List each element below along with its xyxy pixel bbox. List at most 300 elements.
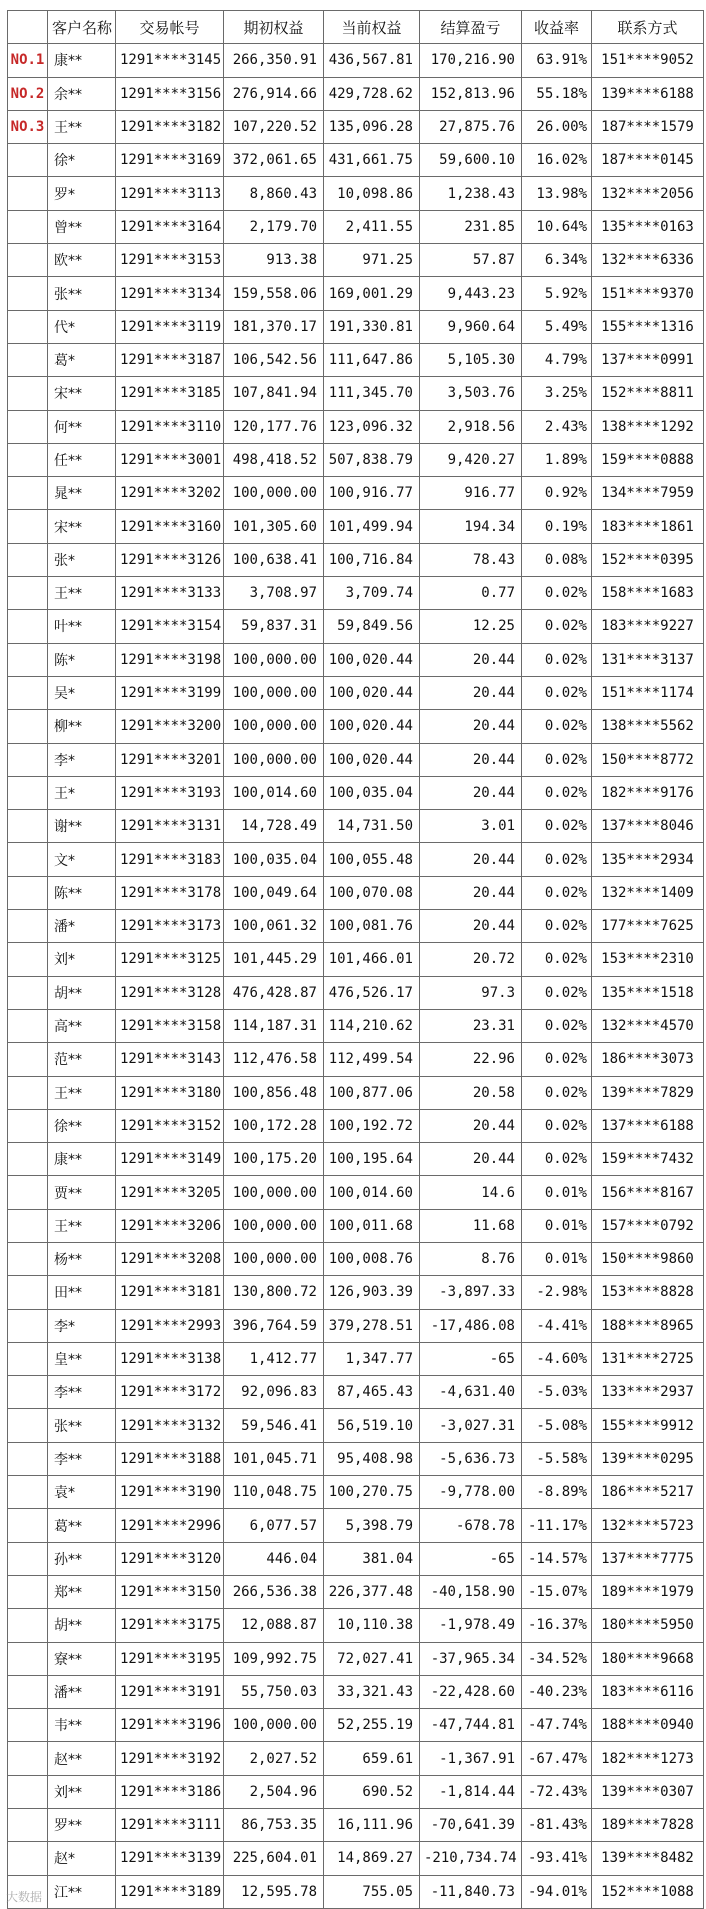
current-equity-cell: 1,347.77: [324, 1342, 420, 1375]
opening-equity-cell: 266,536.38: [224, 1575, 324, 1608]
customer-name-cell: 王**: [48, 577, 116, 610]
settlement-pnl-cell: 170,216.90: [420, 44, 522, 77]
opening-equity-cell: 12,088.87: [224, 1609, 324, 1642]
table-row: [8, 976, 704, 1009]
opening-equity-cell: 100,856.48: [224, 1076, 324, 1109]
performance-table: [7, 10, 704, 1909]
rank-cell: [8, 643, 48, 676]
table-row: [8, 1875, 704, 1908]
account-cell: 1291****3110: [116, 410, 224, 443]
table-row: [8, 1542, 704, 1575]
opening-equity-cell: 106,542.56: [224, 343, 324, 376]
account-cell: 1291****3182: [116, 110, 224, 143]
contact-cell: 155****9912: [592, 1409, 704, 1442]
customer-name-cell: 贾**: [48, 1176, 116, 1209]
return-rate-cell: -4.41%: [522, 1309, 592, 1342]
account-cell: 1291****3186: [116, 1775, 224, 1808]
rank-cell: [8, 1043, 48, 1076]
settlement-pnl-cell: -70,641.39: [420, 1809, 522, 1842]
table-row: [8, 1609, 704, 1642]
return-rate-cell: 0.02%: [522, 577, 592, 610]
settlement-pnl-cell: -4,631.40: [420, 1376, 522, 1409]
current-equity-cell: 14,731.50: [324, 810, 420, 843]
table-row: [8, 1009, 704, 1042]
customer-name-cell: 余**: [48, 77, 116, 110]
table-row: [8, 1442, 704, 1475]
opening-equity-cell: 100,035.04: [224, 843, 324, 876]
table-row: [8, 810, 704, 843]
customer-name-cell: 刘*: [48, 943, 116, 976]
account-cell: 1291****3200: [116, 710, 224, 743]
table-row: [8, 443, 704, 476]
current-equity-cell: 100,035.04: [324, 776, 420, 809]
account-cell: 1291****3126: [116, 543, 224, 576]
contact-cell: 138****1292: [592, 410, 704, 443]
current-equity-cell: 100,716.84: [324, 543, 420, 576]
rank-cell: [8, 1809, 48, 1842]
account-cell: 1291****3201: [116, 743, 224, 776]
contact-cell: 132****4570: [592, 1009, 704, 1042]
opening-equity-cell: 86,753.35: [224, 1809, 324, 1842]
settlement-pnl-cell: 11.68: [420, 1209, 522, 1242]
contact-cell: 152****8811: [592, 377, 704, 410]
opening-equity-cell: 110,048.75: [224, 1476, 324, 1509]
current-equity-cell: 111,345.70: [324, 377, 420, 410]
table-row: [8, 1775, 704, 1808]
settlement-pnl-cell: -9,778.00: [420, 1476, 522, 1509]
current-equity-cell: 971.25: [324, 244, 420, 277]
table-row: [8, 1143, 704, 1176]
opening-equity-cell: 396,764.59: [224, 1309, 324, 1342]
settlement-pnl-cell: 20.44: [420, 743, 522, 776]
settlement-pnl-cell: 20.72: [420, 943, 522, 976]
settlement-pnl-cell: -65: [420, 1342, 522, 1375]
rank-cell: [8, 1842, 48, 1875]
opening-equity-cell: 2,027.52: [224, 1742, 324, 1775]
account-cell: 1291****3206: [116, 1209, 224, 1242]
account-cell: 1291****3169: [116, 144, 224, 177]
table-row: [8, 1409, 704, 1442]
opening-equity-cell: 12,595.78: [224, 1875, 324, 1908]
opening-equity-cell: 107,841.94: [224, 377, 324, 410]
rank-cell: [8, 577, 48, 610]
opening-equity-cell: 101,045.71: [224, 1442, 324, 1475]
customer-name-cell: 孙**: [48, 1542, 116, 1575]
current-equity-cell: 100,055.48: [324, 843, 420, 876]
account-cell: 1291****3138: [116, 1342, 224, 1375]
opening-equity-cell: 8,860.43: [224, 177, 324, 210]
rank-cell: [8, 1109, 48, 1142]
contact-cell: 182****9176: [592, 776, 704, 809]
table-row: [8, 477, 704, 510]
table-row: [8, 643, 704, 676]
return-rate-cell: -81.43%: [522, 1809, 592, 1842]
settlement-pnl-cell: 0.77: [420, 577, 522, 610]
current-equity-cell: 135,096.28: [324, 110, 420, 143]
current-equity-cell: 100,192.72: [324, 1109, 420, 1142]
account-cell: 1291****3175: [116, 1609, 224, 1642]
account-cell: 1291****3111: [116, 1809, 224, 1842]
current-equity-cell: 191,330.81: [324, 310, 420, 343]
current-equity-cell: 100,011.68: [324, 1209, 420, 1242]
settlement-pnl-cell: 3,503.76: [420, 377, 522, 410]
return-rate-cell: -5.08%: [522, 1409, 592, 1442]
settlement-pnl-cell: -47,744.81: [420, 1709, 522, 1742]
return-rate-cell: 5.49%: [522, 310, 592, 343]
contact-cell: 131****2725: [592, 1342, 704, 1375]
table-row: [8, 1209, 704, 1242]
settlement-pnl-cell: 20.44: [420, 776, 522, 809]
customer-name-cell: 任**: [48, 443, 116, 476]
contact-cell: 183****6116: [592, 1675, 704, 1708]
rank-cell: [8, 1675, 48, 1708]
customer-name-cell: 李**: [48, 1442, 116, 1475]
rank-cell: [8, 343, 48, 376]
return-rate-cell: -93.41%: [522, 1842, 592, 1875]
customer-name-cell: 康**: [48, 1143, 116, 1176]
settlement-pnl-cell: 23.31: [420, 1009, 522, 1042]
opening-equity-cell: 476,428.87: [224, 976, 324, 1009]
contact-cell: 153****2310: [592, 943, 704, 976]
return-rate-cell: 0.02%: [522, 910, 592, 943]
settlement-pnl-cell: 20.44: [420, 643, 522, 676]
customer-name-cell: 王**: [48, 1209, 116, 1242]
opening-equity-cell: 446.04: [224, 1542, 324, 1575]
table-row: [8, 410, 704, 443]
current-equity-cell: 226,377.48: [324, 1575, 420, 1608]
customer-name-cell: 徐*: [48, 144, 116, 177]
customer-name-cell: 宋**: [48, 377, 116, 410]
table-row: [8, 910, 704, 943]
settlement-pnl-cell: -1,978.49: [420, 1609, 522, 1642]
opening-equity-cell: 120,177.76: [224, 410, 324, 443]
table-row: [8, 1276, 704, 1309]
return-rate-cell: 0.02%: [522, 1109, 592, 1142]
rank-cell: [8, 1376, 48, 1409]
contact-cell: 135****2934: [592, 843, 704, 876]
opening-equity-cell: 55,750.03: [224, 1675, 324, 1708]
return-rate-cell: 0.01%: [522, 1209, 592, 1242]
current-equity-cell: 507,838.79: [324, 443, 420, 476]
contact-cell: 137****7775: [592, 1542, 704, 1575]
account-cell: 1291****3185: [116, 377, 224, 410]
current-equity-cell: 95,408.98: [324, 1442, 420, 1475]
return-rate-cell: 0.02%: [522, 676, 592, 709]
account-cell: 1291****3145: [116, 44, 224, 77]
settlement-pnl-cell: -11,840.73: [420, 1875, 522, 1908]
account-cell: 1291****2996: [116, 1509, 224, 1542]
table-row: [8, 144, 704, 177]
current-equity-cell: 123,096.32: [324, 410, 420, 443]
table-row: [8, 1809, 704, 1842]
account-cell: 1291****3198: [116, 643, 224, 676]
contact-cell: 186****5217: [592, 1476, 704, 1509]
settlement-pnl-cell: -37,965.34: [420, 1642, 522, 1675]
opening-equity-cell: 100,061.32: [224, 910, 324, 943]
opening-equity-cell: 1,412.77: [224, 1342, 324, 1375]
opening-equity-cell: 92,096.83: [224, 1376, 324, 1409]
return-rate-cell: -72.43%: [522, 1775, 592, 1808]
contact-cell: 189****1979: [592, 1575, 704, 1608]
rank-cell: [8, 810, 48, 843]
rank-cell: [8, 377, 48, 410]
opening-equity-cell: 114,187.31: [224, 1009, 324, 1042]
opening-equity-cell: 109,992.75: [224, 1642, 324, 1675]
current-equity-cell: 100,081.76: [324, 910, 420, 943]
current-equity-cell: 100,270.75: [324, 1476, 420, 1509]
contact-cell: 188****8965: [592, 1309, 704, 1342]
customer-name-cell: 何**: [48, 410, 116, 443]
customer-name-cell: 罗**: [48, 1809, 116, 1842]
account-cell: 1291****3183: [116, 843, 224, 876]
account-cell: 1291****3128: [116, 976, 224, 1009]
table-row: [8, 77, 704, 110]
header-opening-equity: 期初权益: [224, 11, 324, 44]
contact-cell: 156****8167: [592, 1176, 704, 1209]
current-equity-cell: 111,647.86: [324, 343, 420, 376]
customer-name-cell: 田**: [48, 1276, 116, 1309]
return-rate-cell: -47.74%: [522, 1709, 592, 1742]
header-return-rate: 收益率: [522, 11, 592, 44]
current-equity-cell: 33,321.43: [324, 1675, 420, 1708]
settlement-pnl-cell: 20.44: [420, 910, 522, 943]
opening-equity-cell: 59,546.41: [224, 1409, 324, 1442]
account-cell: 1291****3119: [116, 310, 224, 343]
opening-equity-cell: 100,049.64: [224, 876, 324, 909]
settlement-pnl-cell: 20.44: [420, 876, 522, 909]
settlement-pnl-cell: 8.76: [420, 1242, 522, 1275]
return-rate-cell: 0.02%: [522, 743, 592, 776]
opening-equity-cell: 372,061.65: [224, 144, 324, 177]
customer-name-cell: 潘**: [48, 1675, 116, 1708]
customer-name-cell: 赵*: [48, 1842, 116, 1875]
return-rate-cell: -5.03%: [522, 1376, 592, 1409]
opening-equity-cell: 100,638.41: [224, 543, 324, 576]
customer-name-cell: 郑**: [48, 1575, 116, 1608]
contact-cell: 152****0395: [592, 543, 704, 576]
current-equity-cell: 755.05: [324, 1875, 420, 1908]
settlement-pnl-cell: 20.44: [420, 1143, 522, 1176]
contact-cell: 151****1174: [592, 676, 704, 709]
contact-cell: 182****1273: [592, 1742, 704, 1775]
rank-cell: [8, 443, 48, 476]
return-rate-cell: 0.02%: [522, 776, 592, 809]
settlement-pnl-cell: 20.58: [420, 1076, 522, 1109]
customer-name-cell: 王**: [48, 110, 116, 143]
rank-cell: [8, 1609, 48, 1642]
account-cell: 1291****3192: [116, 1742, 224, 1775]
contact-cell: 180****9668: [592, 1642, 704, 1675]
account-cell: 1291****2993: [116, 1309, 224, 1342]
contact-cell: 180****5950: [592, 1609, 704, 1642]
opening-equity-cell: 101,305.60: [224, 510, 324, 543]
return-rate-cell: 0.01%: [522, 1242, 592, 1275]
contact-cell: 150****9860: [592, 1242, 704, 1275]
table-row: [8, 1043, 704, 1076]
settlement-pnl-cell: -40,158.90: [420, 1575, 522, 1608]
table-row: [8, 743, 704, 776]
settlement-pnl-cell: 3.01: [420, 810, 522, 843]
customer-name-cell: 寮**: [48, 1642, 116, 1675]
return-rate-cell: -8.89%: [522, 1476, 592, 1509]
customer-name-cell: 陈*: [48, 643, 116, 676]
rank-cell: [8, 1143, 48, 1176]
current-equity-cell: 101,466.01: [324, 943, 420, 976]
settlement-pnl-cell: 20.44: [420, 1109, 522, 1142]
opening-equity-cell: 100,000.00: [224, 676, 324, 709]
return-rate-cell: -16.37%: [522, 1609, 592, 1642]
opening-equity-cell: 913.38: [224, 244, 324, 277]
account-cell: 1291****3199: [116, 676, 224, 709]
customer-name-cell: 李**: [48, 1376, 116, 1409]
customer-name-cell: 晁**: [48, 477, 116, 510]
rank-cell: [8, 843, 48, 876]
header-contact: 联系方式: [592, 11, 704, 44]
settlement-pnl-cell: 9,443.23: [420, 277, 522, 310]
table-row: [8, 1376, 704, 1409]
return-rate-cell: 0.02%: [522, 710, 592, 743]
settlement-pnl-cell: 231.85: [420, 210, 522, 243]
customer-name-cell: 江**: [48, 1875, 116, 1908]
account-cell: 1291****3191: [116, 1675, 224, 1708]
table-row: [8, 1742, 704, 1775]
customer-name-cell: 胡**: [48, 1609, 116, 1642]
contact-cell: 139****7829: [592, 1076, 704, 1109]
customer-name-cell: 欧**: [48, 244, 116, 277]
settlement-pnl-cell: 20.44: [420, 710, 522, 743]
current-equity-cell: 100,877.06: [324, 1076, 420, 1109]
header-row: [8, 11, 704, 44]
opening-equity-cell: 2,504.96: [224, 1775, 324, 1808]
table-row: [8, 343, 704, 376]
return-rate-cell: 3.25%: [522, 377, 592, 410]
rank-cell: [8, 710, 48, 743]
rank-cell: [8, 910, 48, 943]
return-rate-cell: 0.02%: [522, 810, 592, 843]
return-rate-cell: 0.02%: [522, 876, 592, 909]
rank-cell: [8, 676, 48, 709]
account-cell: 1291****3134: [116, 277, 224, 310]
settlement-pnl-cell: 9,420.27: [420, 443, 522, 476]
rank-cell: [8, 1276, 48, 1309]
return-rate-cell: 0.02%: [522, 843, 592, 876]
account-cell: 1291****3160: [116, 510, 224, 543]
account-cell: 1291****3132: [116, 1409, 224, 1442]
return-rate-cell: 0.02%: [522, 1143, 592, 1176]
return-rate-cell: 0.19%: [522, 510, 592, 543]
settlement-pnl-cell: 12.25: [420, 610, 522, 643]
settlement-pnl-cell: -65: [420, 1542, 522, 1575]
account-cell: 1291****3208: [116, 1242, 224, 1275]
contact-cell: 159****0888: [592, 443, 704, 476]
opening-equity-cell: 100,000.00: [224, 1176, 324, 1209]
customer-name-cell: 吴*: [48, 676, 116, 709]
settlement-pnl-cell: 916.77: [420, 477, 522, 510]
customer-name-cell: 罗*: [48, 177, 116, 210]
contact-cell: 189****7828: [592, 1809, 704, 1842]
settlement-pnl-cell: 194.34: [420, 510, 522, 543]
customer-name-cell: 高**: [48, 1009, 116, 1042]
opening-equity-cell: 2,179.70: [224, 210, 324, 243]
contact-cell: 134****7959: [592, 477, 704, 510]
contact-cell: 187****0145: [592, 144, 704, 177]
account-cell: 1291****3188: [116, 1442, 224, 1475]
table-row: [8, 1575, 704, 1608]
opening-equity-cell: 59,837.31: [224, 610, 324, 643]
opening-equity-cell: 100,014.60: [224, 776, 324, 809]
opening-equity-cell: 276,914.66: [224, 77, 324, 110]
settlement-pnl-cell: -1,367.91: [420, 1742, 522, 1775]
table-row: [8, 676, 704, 709]
contact-cell: 153****8828: [592, 1276, 704, 1309]
account-cell: 1291****3150: [116, 1575, 224, 1608]
customer-name-cell: 韦**: [48, 1709, 116, 1742]
current-equity-cell: 87,465.43: [324, 1376, 420, 1409]
contact-cell: 137****0991: [592, 343, 704, 376]
customer-name-cell: 柳**: [48, 710, 116, 743]
contact-cell: 152****1088: [592, 1875, 704, 1908]
header-customer-name: 客户名称: [48, 11, 116, 44]
table-row: [8, 44, 704, 77]
account-cell: 1291****3143: [116, 1043, 224, 1076]
current-equity-cell: 381.04: [324, 1542, 420, 1575]
rank-cell: NO.1: [8, 44, 48, 77]
rank-cell: [8, 277, 48, 310]
return-rate-cell: -5.58%: [522, 1442, 592, 1475]
contact-cell: 177****7625: [592, 910, 704, 943]
current-equity-cell: 126,903.39: [324, 1276, 420, 1309]
customer-name-cell: 刘**: [48, 1775, 116, 1808]
opening-equity-cell: 181,370.17: [224, 310, 324, 343]
current-equity-cell: 52,255.19: [324, 1709, 420, 1742]
rank-cell: [8, 1742, 48, 1775]
current-equity-cell: 436,567.81: [324, 44, 420, 77]
contact-cell: 132****6336: [592, 244, 704, 277]
current-equity-cell: 690.52: [324, 1775, 420, 1808]
opening-equity-cell: 107,220.52: [224, 110, 324, 143]
contact-cell: 135****1518: [592, 976, 704, 1009]
current-equity-cell: 56,519.10: [324, 1409, 420, 1442]
return-rate-cell: 2.43%: [522, 410, 592, 443]
return-rate-cell: 0.02%: [522, 1076, 592, 1109]
table-row: [8, 710, 704, 743]
table-row: [8, 776, 704, 809]
return-rate-cell: 0.01%: [522, 1176, 592, 1209]
current-equity-cell: 59,849.56: [324, 610, 420, 643]
table-row: [8, 1309, 704, 1342]
customer-name-cell: 李*: [48, 1309, 116, 1342]
account-cell: 1291****3139: [116, 1842, 224, 1875]
current-equity-cell: 100,195.64: [324, 1143, 420, 1176]
contact-cell: 157****0792: [592, 1209, 704, 1242]
opening-equity-cell: 100,000.00: [224, 743, 324, 776]
contact-cell: 188****0940: [592, 1709, 704, 1742]
table-row: [8, 1509, 704, 1542]
watermark-logo: 大数据: [6, 1890, 43, 1904]
rank-cell: [8, 144, 48, 177]
return-rate-cell: -11.17%: [522, 1509, 592, 1542]
current-equity-cell: 10,110.38: [324, 1609, 420, 1642]
account-cell: 1291****3202: [116, 477, 224, 510]
rank-cell: [8, 1476, 48, 1509]
current-equity-cell: 100,020.44: [324, 643, 420, 676]
settlement-pnl-cell: -3,027.31: [420, 1409, 522, 1442]
settlement-pnl-cell: -17,486.08: [420, 1309, 522, 1342]
current-equity-cell: 100,020.44: [324, 743, 420, 776]
customer-name-cell: 张**: [48, 277, 116, 310]
customer-name-cell: 范**: [48, 1043, 116, 1076]
header-rank: [8, 11, 48, 44]
